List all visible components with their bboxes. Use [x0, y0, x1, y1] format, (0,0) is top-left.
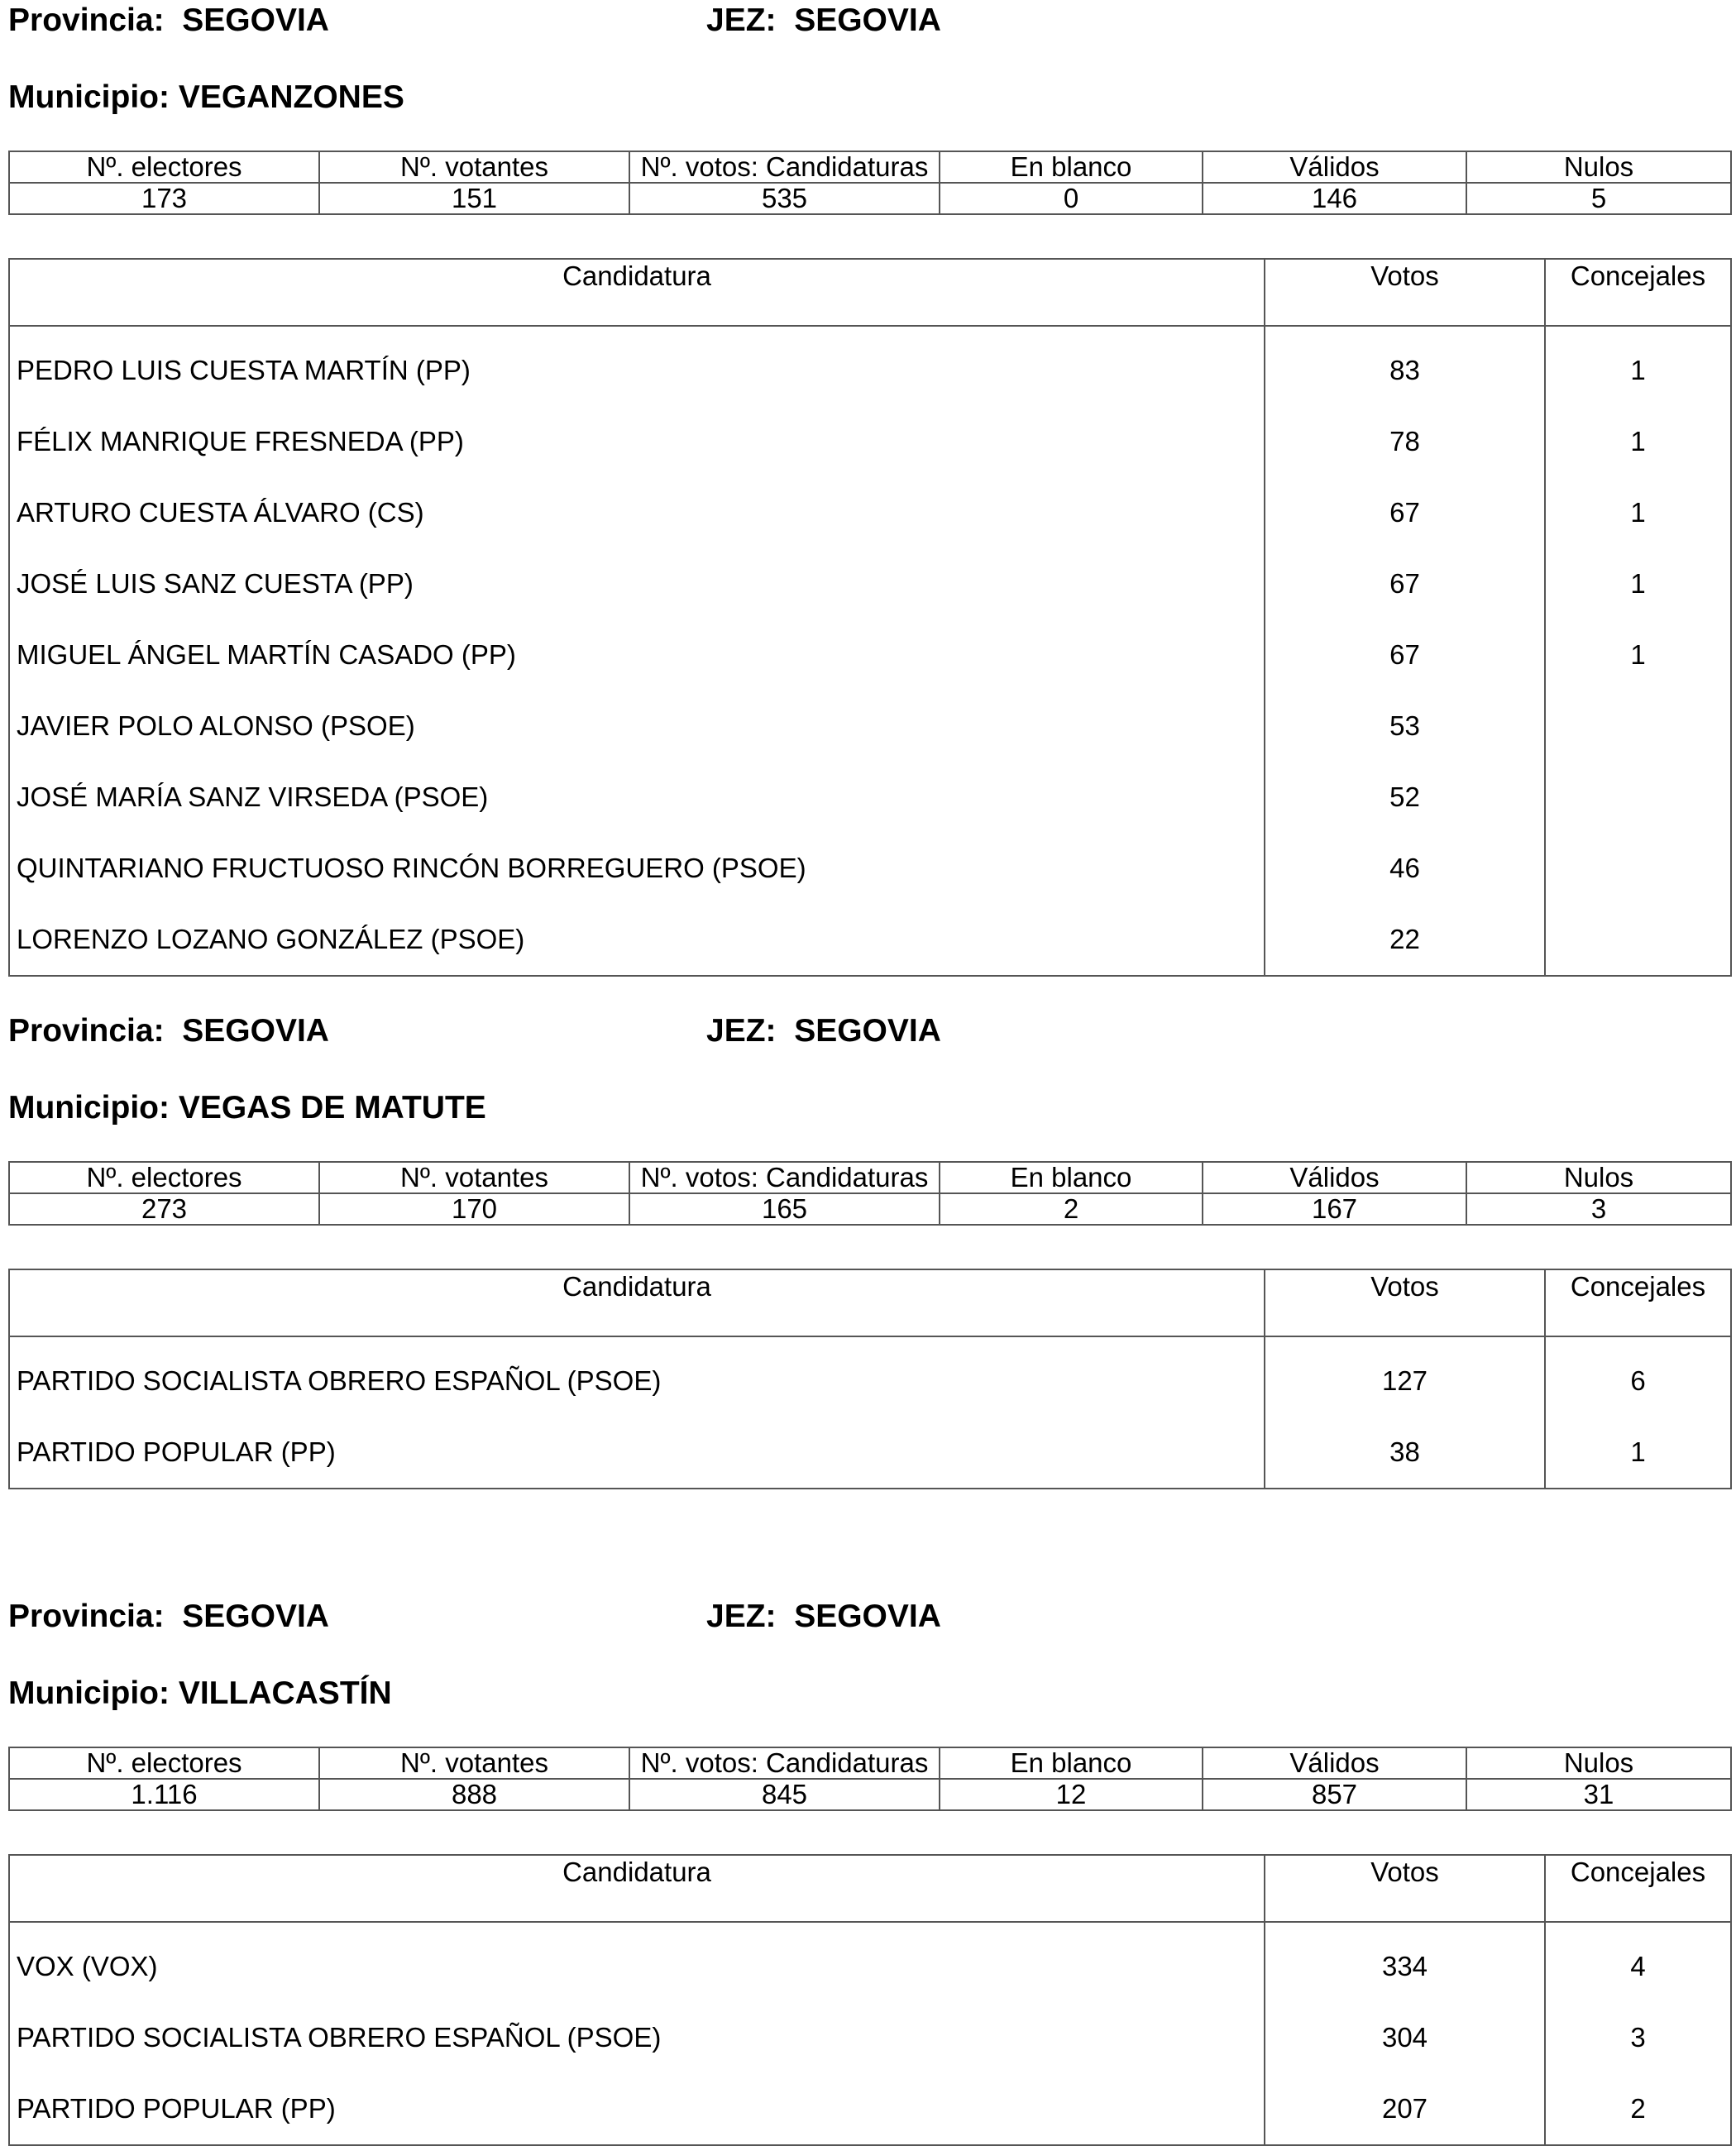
jez-label: JEZ: [706, 1599, 777, 1634]
concejales-header: Concejales [1545, 259, 1731, 326]
candidate-row [9, 762, 1731, 833]
stats-header: Nº. votos: Candidaturas [629, 1162, 940, 1193]
candidate-name: PARTIDO SOCIALISTA OBRERO ESPAÑOL (PSOE) [9, 2002, 1265, 2073]
candidate-row [9, 619, 1731, 691]
stats-value: 167 [1203, 1193, 1466, 1225]
municipio-heading [8, 79, 404, 117]
stats-table [8, 1747, 1732, 1811]
candidates-table [8, 1269, 1732, 1489]
provincia-label: Provincia: [8, 1013, 165, 1049]
stats-header: Nº. votos: Candidaturas [629, 1747, 940, 1779]
stats-header: Nº. votantes [319, 1162, 629, 1193]
candidate-concejales: 6 [1545, 1336, 1731, 1417]
candidates-header-row [9, 1855, 1731, 1922]
stats-value-row [9, 1193, 1731, 1225]
provincia-value: SEGOVIA [182, 2, 329, 38]
candidate-votos: 67 [1265, 619, 1545, 691]
candidate-votos: 53 [1265, 691, 1545, 762]
candidate-concejales: 1 [1545, 326, 1731, 406]
stats-header: Válidos [1203, 151, 1466, 183]
stats-value: 173 [9, 183, 319, 214]
candidates-header-row [9, 1269, 1731, 1336]
candidatura-header: Candidatura [9, 259, 1265, 326]
candidate-name: JAVIER POLO ALONSO (PSOE) [9, 691, 1265, 762]
candidate-votos: 83 [1265, 326, 1545, 406]
candidate-votos: 334 [1265, 1922, 1545, 2002]
candidate-name: JOSÉ LUIS SANZ CUESTA (PP) [9, 548, 1265, 619]
candidatura-header: Candidatura [9, 1855, 1265, 1922]
candidate-row [9, 326, 1731, 406]
candidates-header-row [9, 259, 1731, 326]
candidate-row [9, 477, 1731, 548]
municipio-value: VEGANZONES [178, 79, 404, 115]
jez-heading [706, 1598, 941, 1636]
candidate-concejales [1545, 691, 1731, 762]
candidate-votos: 67 [1265, 548, 1545, 619]
candidate-name: MIGUEL ÁNGEL MARTÍN CASADO (PP) [9, 619, 1265, 691]
stats-header: Nº. votos: Candidaturas [629, 151, 940, 183]
stats-value: 845 [629, 1779, 940, 1810]
jez-value: SEGOVIA [794, 2, 941, 38]
candidate-votos: 52 [1265, 762, 1545, 833]
stats-value: 170 [319, 1193, 629, 1225]
municipio-heading [8, 1089, 486, 1127]
stats-header: Nulos [1466, 1747, 1731, 1779]
provincia-label: Provincia: [8, 2, 165, 38]
candidate-row [9, 691, 1731, 762]
candidate-row [9, 1922, 1731, 2002]
candidate-name: JOSÉ MARÍA SANZ VIRSEDA (PSOE) [9, 762, 1265, 833]
stats-header: Nº. electores [9, 1162, 319, 1193]
jez-label: JEZ: [706, 1013, 777, 1049]
stats-header: Nº. electores [9, 1747, 319, 1779]
stats-value: 146 [1203, 183, 1466, 214]
municipio-label: Municipio: [8, 1675, 170, 1711]
candidate-votos: 304 [1265, 2002, 1545, 2073]
candidate-concejales [1545, 904, 1731, 976]
stats-value: 151 [319, 183, 629, 214]
candidate-concejales: 1 [1545, 619, 1731, 691]
candidate-row [9, 1336, 1731, 1417]
stats-header: Válidos [1203, 1747, 1466, 1779]
stats-header: Válidos [1203, 1162, 1466, 1193]
candidate-concejales: 1 [1545, 477, 1731, 548]
provincia-heading [8, 1598, 329, 1636]
stats-value: 12 [940, 1779, 1203, 1810]
concejales-header: Concejales [1545, 1269, 1731, 1336]
stats-value-row [9, 1779, 1731, 1810]
stats-value: 165 [629, 1193, 940, 1225]
stats-value: 2 [940, 1193, 1203, 1225]
stats-header: Nº. votantes [319, 151, 629, 183]
candidate-name: LORENZO LOZANO GONZÁLEZ (PSOE) [9, 904, 1265, 976]
votos-header: Votos [1265, 259, 1545, 326]
candidate-votos: 22 [1265, 904, 1545, 976]
stats-value: 3 [1466, 1193, 1731, 1225]
provincia-label: Provincia: [8, 1599, 165, 1634]
stats-header-row [9, 1162, 1731, 1193]
municipio-label: Municipio: [8, 1090, 170, 1126]
candidate-votos: 127 [1265, 1336, 1545, 1417]
municipio-value: VILLACASTÍN [178, 1675, 392, 1711]
candidate-row [9, 2002, 1731, 2073]
candidate-row [9, 406, 1731, 477]
candidate-concejales: 4 [1545, 1922, 1731, 2002]
stats-header-row [9, 151, 1731, 183]
candidate-name: QUINTARIANO FRUCTUOSO RINCÓN BORREGUERO (PSOE) [9, 833, 1265, 904]
candidate-name: PEDRO LUIS CUESTA MARTÍN (PP) [9, 326, 1265, 406]
provincia-heading [8, 2, 329, 40]
stats-header: En blanco [940, 1747, 1203, 1779]
stats-value: 31 [1466, 1779, 1731, 1810]
provincia-value: SEGOVIA [182, 1013, 329, 1049]
candidate-concejales: 1 [1545, 1417, 1731, 1489]
candidate-name: FÉLIX MANRIQUE FRESNEDA (PP) [9, 406, 1265, 477]
jez-heading [706, 2, 941, 40]
candidates-table [8, 258, 1732, 977]
provincia-heading [8, 1012, 329, 1050]
stats-value: 1.116 [9, 1779, 319, 1810]
candidate-concejales [1545, 762, 1731, 833]
candidate-name: VOX (VOX) [9, 1922, 1265, 2002]
candidate-votos: 78 [1265, 406, 1545, 477]
candidate-concejales: 1 [1545, 548, 1731, 619]
jez-value: SEGOVIA [794, 1599, 941, 1634]
candidate-row [9, 2073, 1731, 2145]
stats-table [8, 151, 1732, 215]
candidate-name: ARTURO CUESTA ÁLVARO (CS) [9, 477, 1265, 548]
candidate-votos: 46 [1265, 833, 1545, 904]
stats-header: Nulos [1466, 151, 1731, 183]
votos-header: Votos [1265, 1855, 1545, 1922]
jez-heading [706, 1012, 941, 1050]
municipio-label: Municipio: [8, 79, 170, 115]
jez-value: SEGOVIA [794, 1013, 941, 1049]
candidate-row [9, 833, 1731, 904]
concejales-header: Concejales [1545, 1855, 1731, 1922]
stats-header: Nº. electores [9, 151, 319, 183]
provincia-value: SEGOVIA [182, 1599, 329, 1634]
stats-value-row [9, 183, 1731, 214]
stats-value: 0 [940, 183, 1203, 214]
candidate-row [9, 904, 1731, 976]
candidatura-header: Candidatura [9, 1269, 1265, 1336]
stats-header: En blanco [940, 151, 1203, 183]
municipio-heading [8, 1675, 392, 1713]
stats-header: Nulos [1466, 1162, 1731, 1193]
jez-label: JEZ: [706, 2, 777, 38]
stats-header-row [9, 1747, 1731, 1779]
stats-value: 273 [9, 1193, 319, 1225]
candidate-row [9, 1417, 1731, 1489]
candidate-row [9, 548, 1731, 619]
stats-value: 857 [1203, 1779, 1466, 1810]
stats-header: En blanco [940, 1162, 1203, 1193]
candidate-name: PARTIDO POPULAR (PP) [9, 2073, 1265, 2145]
candidate-name: PARTIDO SOCIALISTA OBRERO ESPAÑOL (PSOE) [9, 1336, 1265, 1417]
stats-value: 888 [319, 1779, 629, 1810]
stats-value: 5 [1466, 183, 1731, 214]
municipio-value: VEGAS DE MATUTE [178, 1090, 486, 1126]
candidates-table [8, 1854, 1732, 2146]
candidate-concejales [1545, 833, 1731, 904]
votos-header: Votos [1265, 1269, 1545, 1336]
stats-value: 535 [629, 183, 940, 214]
candidate-name: PARTIDO POPULAR (PP) [9, 1417, 1265, 1489]
candidate-concejales: 3 [1545, 2002, 1731, 2073]
stats-header: Nº. votantes [319, 1747, 629, 1779]
stats-table [8, 1161, 1732, 1226]
candidate-votos: 207 [1265, 2073, 1545, 2145]
candidate-concejales: 1 [1545, 406, 1731, 477]
candidate-concejales: 2 [1545, 2073, 1731, 2145]
candidate-votos: 67 [1265, 477, 1545, 548]
candidate-votos: 38 [1265, 1417, 1545, 1489]
